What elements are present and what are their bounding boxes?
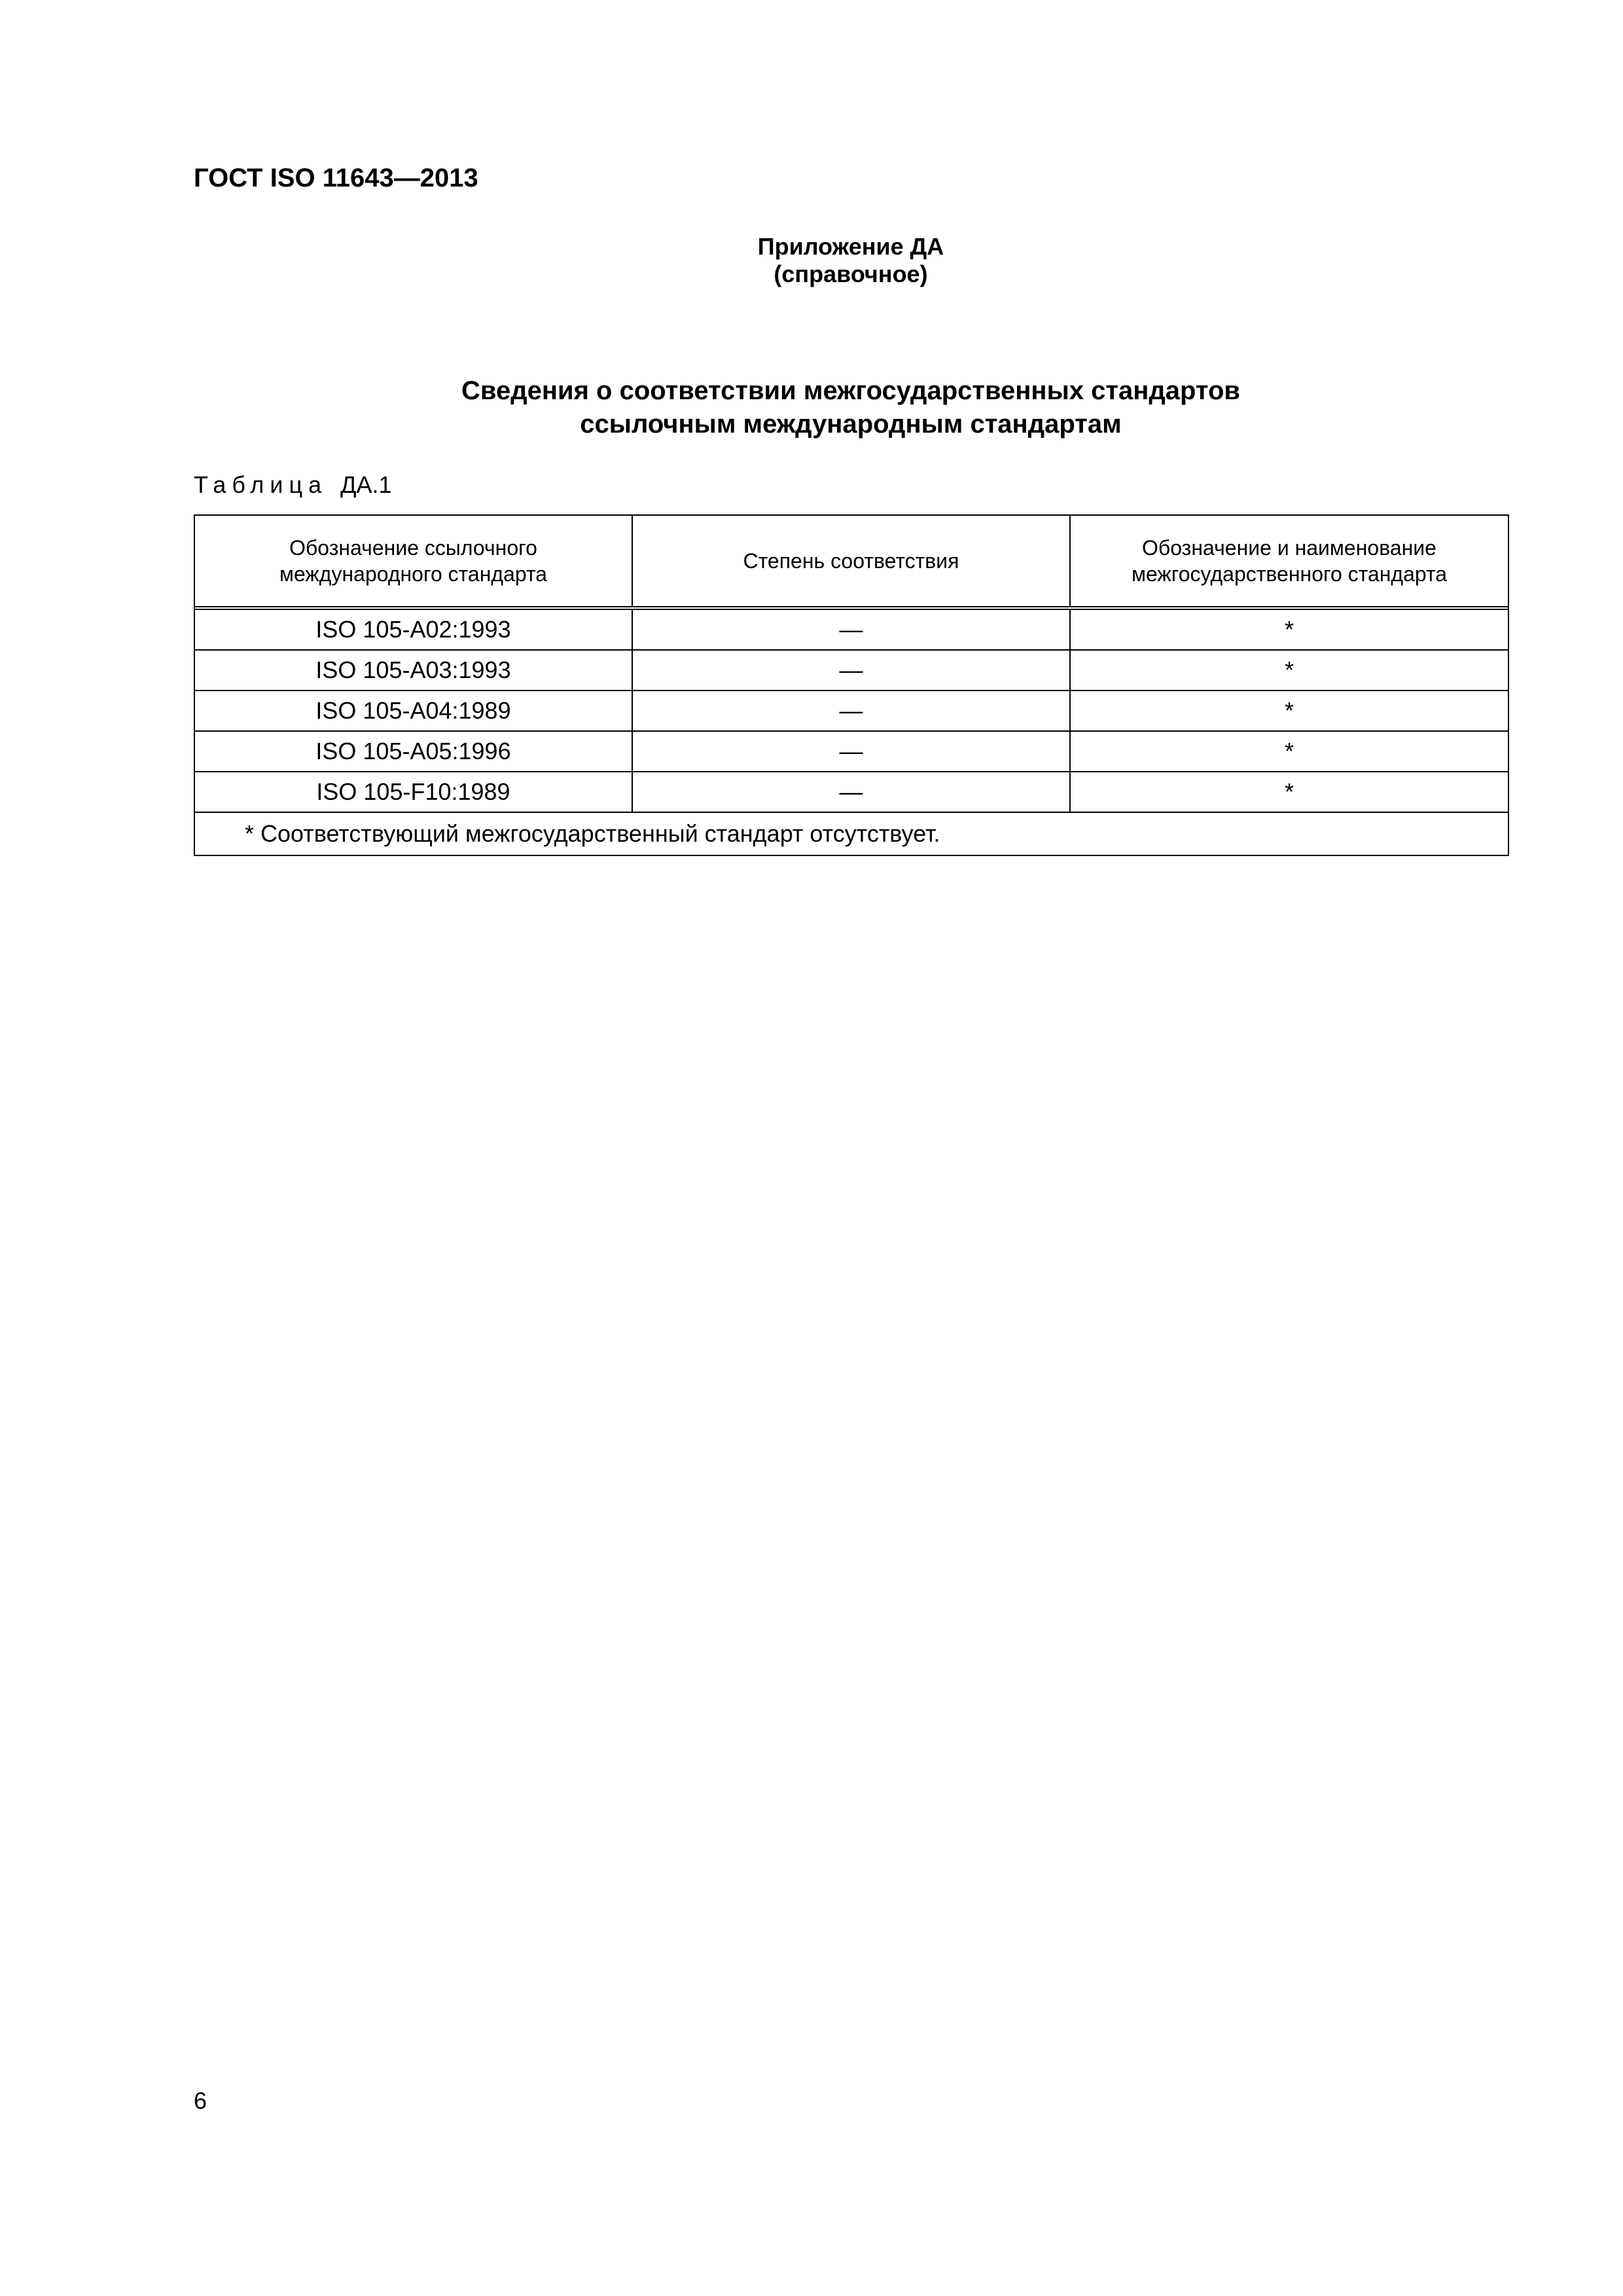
cell-degree: — [633,732,1071,771]
cell-degree: — [633,610,1071,649]
table-header-row [195,516,1508,610]
table-row [195,772,1508,813]
cell-degree: — [633,691,1071,730]
page-number: 6 [194,2087,207,2114]
table-row [195,691,1508,732]
cell-reference-standard: ISO 105-A04:1989 [195,691,633,730]
section-heading-line-1: Сведения о соответствии межгосударственных стандартов [461,376,1240,405]
cell-interstate-standard: * [1284,656,1294,683]
table-caption [194,470,392,500]
cell-degree: — [633,772,1071,812]
table-caption-word: Таблица [194,471,328,498]
table-caption-number: ДА.1 [340,471,392,498]
cell-interstate-standard: * [1284,616,1294,643]
table-row [195,651,1508,691]
annex-title: Приложение ДА [757,233,944,260]
document-code: ГОСТ ISO 11643—2013 [194,164,478,192]
cell-interstate-standard: * [1284,738,1294,764]
header-cell-interstate-standard: Обозначение и наименование межгосударственного стандарта [1131,536,1448,586]
header-cell-reference-standard: Обозначение ссылочного международного стандарта [195,516,633,606]
annex-status: (справочное) [774,260,928,287]
table-row [195,610,1508,651]
cell-degree: — [633,651,1071,690]
cell-reference-standard: ISO 105-A03:1993 [195,651,633,690]
header-cell-degree: Степень соответствия [633,516,1071,606]
cell-reference-standard: ISO 105-A05:1996 [195,732,633,771]
table-footnote-row [195,813,1508,855]
cell-interstate-standard: * [1284,778,1294,805]
cell-reference-standard: ISO 105-A02:1993 [195,610,633,649]
table-row [195,732,1508,772]
cell-reference-standard: ISO 105-F10:1989 [195,772,633,812]
table-footnote: * Соответствующий межгосударственный стандарт отсутствует. [245,820,940,847]
correspondence-table [194,514,1509,856]
section-heading-line-2: ссылочным международным стандартам [580,410,1122,439]
cell-interstate-standard: * [1284,697,1294,724]
